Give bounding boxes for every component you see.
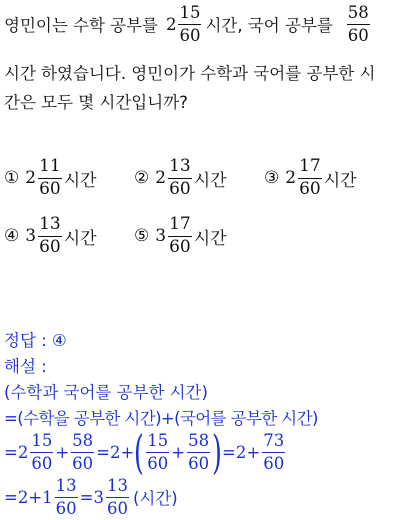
explanation-line1: (수학과 국어를 공부한 시간) <box>4 383 208 402</box>
explanation-label: 해설 : <box>4 357 47 376</box>
question-text-2: 시간, 국어 공부를 <box>205 16 333 35</box>
math-hours-whole: 2 <box>165 14 177 34</box>
explanation-equation-2: = 2 + 1 $\frac{13}{60}$ = 3 $\frac{13}{60}$ (시간) <box>4 476 178 518</box>
question-text-1: 영민이는 수학 공부를 <box>4 16 158 35</box>
right-paren: ) <box>212 425 223 479</box>
question-line3: 간은 모두 몇 시간입니까? <box>4 93 188 112</box>
option-4[interactable]: ④ 3 $\frac{13}{60}$ 시간 <box>4 213 97 257</box>
option-5[interactable]: ⑤ 3 $\frac{17}{60}$ 시간 <box>134 213 227 257</box>
option-3[interactable]: ③ 2 $\frac{17}{60}$ 시간 <box>264 155 357 199</box>
option-fraction: $\frac{17}{60}$ <box>299 155 321 199</box>
option-fraction: $\frac{13}{60}$ <box>169 155 191 199</box>
answer-label: 정답 : ④ <box>4 331 67 350</box>
option-fraction: $\frac{17}{60}$ <box>169 213 191 257</box>
option-marker: ④ <box>4 226 20 246</box>
option-marker: ③ <box>264 168 280 188</box>
left-paren: ( <box>134 425 145 479</box>
explanation-line2: =(수학을 공부한 시간)+(국어를 공부한 시간) <box>4 409 318 428</box>
option-marker: ① <box>4 168 20 188</box>
math-hours-fraction: $\frac{15}{60}$ <box>179 3 201 45</box>
option-marker: ⑤ <box>134 226 150 246</box>
question-line2: 시간 하였습니다. 영민이가 수학과 국어를 공부한 시 <box>4 64 376 83</box>
korean-hours-fraction: $\frac{58}{60}$ <box>347 3 369 45</box>
question-line1 <box>4 4 372 44</box>
option-fraction: $\frac{11}{60}$ <box>39 155 61 199</box>
option-fraction: $\frac{13}{60}$ <box>39 213 61 257</box>
option-marker: ② <box>134 168 150 188</box>
option-1[interactable]: ① 2 $\frac{11}{60}$ 시간 <box>4 155 97 199</box>
option-2[interactable]: ② 2 $\frac{13}{60}$ 시간 <box>134 155 227 199</box>
explanation-equation-1: = 2 $\frac{15}{60}$ + $\frac{58}{60}$ = 2 + ( $\frac{15}{60}$ + $\frac{58}{60}$ ) = 2 + $\frac{73}{60}$ <box>4 425 285 479</box>
